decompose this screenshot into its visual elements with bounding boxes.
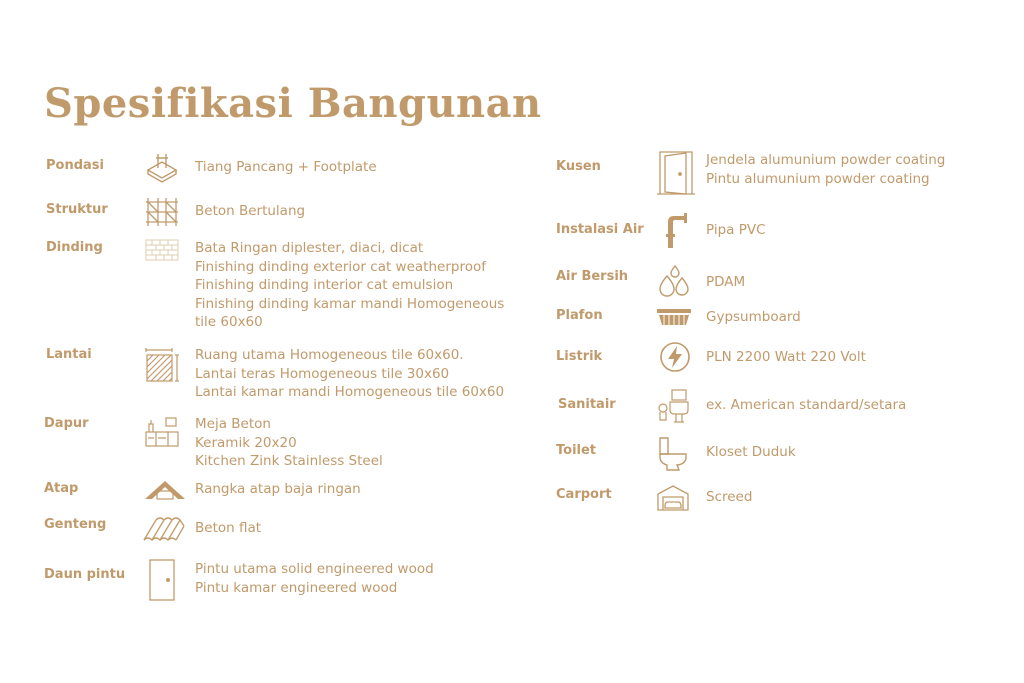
spec-label-daun-pintu: Daun pintu	[44, 567, 126, 582]
spec-values-instalasi-air	[706, 221, 766, 240]
spec-values-air-bersih	[706, 273, 745, 292]
floor-tile-icon	[144, 347, 180, 383]
spec-value: Lantai kamar mandi Homogeneous tile 60x60	[195, 384, 505, 400]
spec-value: Finishing dinding kamar mandi Homogeneous	[195, 295, 505, 312]
spec-label-dapur: Dapur	[44, 416, 89, 431]
toilet-icon	[657, 436, 689, 472]
spec-value: Gypsumboard	[706, 309, 801, 325]
door-icon	[148, 558, 176, 602]
spec-values-genteng	[195, 519, 261, 538]
brick-wall-icon	[144, 236, 180, 264]
spec-value: Meja Beton	[195, 416, 271, 432]
spec-values-struktur	[195, 202, 305, 221]
roof-tile-icon	[142, 514, 186, 544]
spec-value: Tiang Pancang + Footplate	[195, 159, 377, 175]
page-title: Spesifikasi Bangunan	[44, 80, 542, 127]
lightning-icon	[658, 340, 692, 374]
spec-value: ex. American standard/setara	[706, 397, 907, 413]
garage-icon	[656, 484, 690, 512]
spec-label-listrik: Listrik	[556, 349, 603, 364]
sink-icon	[656, 388, 690, 424]
spec-label-atap: Atap	[44, 481, 79, 496]
spec-values-sanitair	[706, 396, 906, 415]
spec-value: PLN 2200 Watt 220 Volt	[706, 349, 866, 365]
spec-label-lantai: Lantai	[46, 347, 92, 362]
spec-label-sanitair: Sanitair	[558, 397, 616, 412]
spec-values-kusen	[706, 151, 945, 188]
ceiling-board-icon	[656, 306, 692, 328]
spec-value: Rangka atap baja ringan	[195, 481, 361, 497]
spec-value: tile 60x60	[195, 314, 263, 330]
spec-values-atap	[195, 480, 361, 499]
spec-value: Kitchen Zink Stainless Steel	[195, 453, 383, 469]
roof-icon	[144, 475, 186, 503]
spec-label-pondasi: Pondasi	[46, 158, 104, 173]
spec-value: Pintu alumunium powder coating	[706, 170, 930, 187]
spec-value: Screed	[706, 489, 753, 505]
spec-values-lantai	[195, 346, 504, 402]
spec-value: Pipa PVC	[706, 222, 766, 238]
structure-frame-icon	[144, 194, 180, 230]
spec-value: Beton Bertulang	[195, 203, 306, 219]
spec-label-carport: Carport	[556, 487, 612, 502]
spec-value: Keramik 20x20	[195, 434, 297, 451]
pipe-icon	[662, 210, 690, 250]
spec-value: Beton flat	[195, 520, 262, 536]
spec-value: Finishing dinding exterior cat weatherproof	[195, 258, 486, 275]
spec-label-instalasi-air: Instalasi Air	[556, 222, 644, 237]
spec-value: PDAM	[706, 274, 746, 290]
spec-label-genteng: Genteng	[44, 517, 107, 532]
spec-label-dinding: Dinding	[46, 240, 103, 255]
kitchen-icon	[144, 414, 180, 450]
spec-value: Finishing dinding interior cat emulsion	[195, 277, 454, 293]
spec-value: Pintu utama solid engineered wood	[195, 561, 434, 577]
spec-label-toilet: Toilet	[556, 443, 597, 458]
spec-values-toilet	[706, 443, 796, 462]
spec-label-kusen: Kusen	[556, 159, 601, 174]
spec-label-plafon: Plafon	[556, 308, 603, 323]
spec-value: Bata Ringan diplester, diaci, dicat	[195, 240, 424, 256]
spec-value: Kloset Duduk	[706, 444, 796, 460]
spec-values-dinding	[195, 239, 504, 332]
spec-value: Pintu kamar engineered wood	[195, 579, 398, 596]
spec-values-dapur	[195, 415, 383, 471]
spec-label-struktur: Struktur	[46, 202, 108, 217]
spec-values-pondasi	[195, 158, 377, 177]
spec-value: Lantai teras Homogeneous tile 30x60	[195, 365, 450, 382]
foundation-pile-icon	[144, 150, 180, 186]
spec-values-daun-pintu	[195, 560, 434, 597]
spec-value: Ruang utama Homogeneous tile 60x60.	[195, 347, 464, 363]
door-frame-icon	[656, 150, 696, 196]
spec-label-air-bersih: Air Bersih	[556, 269, 629, 284]
spec-values-plafon	[706, 308, 801, 327]
water-drops-icon	[657, 264, 691, 298]
spec-values-listrik	[706, 348, 866, 367]
spec-values-carport	[706, 488, 752, 507]
spec-value: Jendela alumunium powder coating	[706, 152, 946, 168]
